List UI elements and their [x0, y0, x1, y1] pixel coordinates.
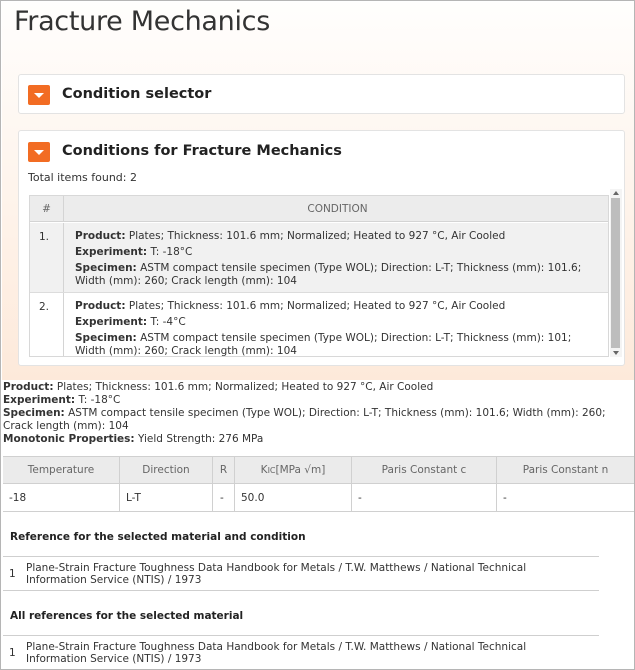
reference-index: 1 — [9, 568, 16, 580]
row-number: 2. — [30, 293, 64, 357]
specimen-value: ASTM compact tensile specimen (Type WOL); Direction: L-T; Thickness (mm): 101.6; Width (mm): 260; Crack length (mm): 104 — [75, 262, 582, 287]
header-paris-n: Paris Constant n — [522, 464, 609, 476]
results-table — [3, 456, 634, 514]
results-header-row — [3, 456, 634, 484]
header-temperature: Temperature — [3, 457, 120, 483]
header-r: R — [213, 457, 235, 483]
specimen-label: Specimen: — [75, 332, 137, 344]
monotonic-value: Yield Strength: 276 MPa — [134, 433, 264, 445]
all-references-heading: All references for the selected material — [10, 610, 244, 622]
specimen-value: ASTM compact tensile specimen (Type WOL); Direction: L-T; Thickness (mm): 101; Width (mm): 260; Crack length (mm): 104 — [75, 332, 572, 357]
reference-index: 1 — [9, 647, 16, 659]
value-kic: 50.0 — [235, 484, 352, 511]
selected-condition-summary — [3, 381, 629, 446]
product-label: Product: — [75, 300, 126, 312]
selected-reference[interactable] — [3, 556, 599, 591]
reference-text[interactable]: Plane-Strain Fracture Toughness Data Handbook for Metals / T.W. Matthews / National Technical Information Service (NTIS) / 1973 — [26, 641, 527, 665]
scrollbar-thumb[interactable] — [611, 198, 620, 348]
row-number: 1. — [30, 223, 64, 292]
table-row[interactable] — [30, 293, 609, 357]
kic-unit: [MPa √m] — [275, 464, 326, 476]
value-temperature: -18 — [3, 484, 120, 511]
row-condition — [75, 300, 598, 357]
experiment-label: Experiment: — [75, 316, 148, 328]
product-label: Product: — [3, 381, 54, 393]
table-row — [3, 484, 634, 512]
column-header-condition: CONDITION — [307, 203, 368, 215]
experiment-value: T: -4°C — [147, 316, 186, 328]
product-value: Plates; Thickness: 101.6 mm; Normalized; Heated to 927 °C, Air Cooled — [53, 381, 434, 393]
header-paris-c: Paris Constant c — [352, 457, 497, 483]
condition-selector-title[interactable]: Condition selector — [62, 86, 212, 102]
all-reference[interactable] — [3, 635, 599, 670]
experiment-value: T: -18°C — [75, 394, 121, 406]
header-kic — [235, 457, 352, 483]
reference-text[interactable]: Plane-Strain Fracture Toughness Data Handbook for Metals / T.W. Matthews / National Technical Information Service (NTIS) / 1973 — [26, 562, 527, 586]
conditions-panel — [18, 130, 625, 366]
condition-selector-panel[interactable] — [18, 74, 625, 114]
column-header-number: # — [30, 196, 64, 222]
value-direction: L-T — [120, 484, 213, 511]
monotonic-label: Monotonic Properties: — [3, 433, 135, 445]
conditions-panel-title[interactable]: Conditions for Fracture Mechanics — [62, 143, 342, 159]
value-paris-c: - — [352, 484, 497, 511]
row-condition — [75, 230, 598, 291]
specimen-label: Specimen: — [75, 262, 137, 274]
specimen-label: Specimen: — [3, 407, 65, 419]
scroll-up-icon[interactable] — [613, 191, 619, 195]
value-paris-n: - — [503, 491, 507, 504]
product-label: Product: — [75, 230, 126, 242]
product-value: Plates; Thickness: 101.6 mm; Normalized; Heated to 927 °C, Air Cooled — [125, 300, 506, 312]
conditions-table — [29, 195, 609, 357]
kic-subscript: IC — [267, 465, 276, 475]
value-r: - — [213, 484, 235, 511]
conditions-area — [2, 2, 634, 380]
experiment-label: Experiment: — [3, 394, 76, 406]
table-row[interactable] — [30, 223, 609, 293]
total-items: Total items found: 2 — [28, 171, 137, 184]
conditions-table-header — [30, 196, 609, 222]
chevron-down-icon[interactable] — [28, 85, 50, 105]
scroll-down-icon[interactable] — [613, 351, 619, 355]
header-direction: Direction — [120, 457, 213, 483]
conditions-scrollbar[interactable] — [610, 189, 622, 357]
chevron-down-icon[interactable] — [28, 142, 50, 162]
page-title: Fracture Mechanics — [14, 6, 270, 37]
experiment-value: T: -18°C — [147, 246, 193, 258]
experiment-label: Experiment: — [75, 246, 148, 258]
specimen-value: ASTM compact tensile specimen (Type WOL); Direction: L-T; Thickness (mm): 101.6; Width (mm): 260; Crack length (mm): 104 — [3, 407, 606, 432]
selected-reference-heading: Reference for the selected material and condition — [10, 531, 306, 543]
kic-symbol: K — [260, 464, 268, 476]
product-value: Plates; Thickness: 101.6 mm; Normalized; Heated to 927 °C, Air Cooled — [125, 230, 506, 242]
